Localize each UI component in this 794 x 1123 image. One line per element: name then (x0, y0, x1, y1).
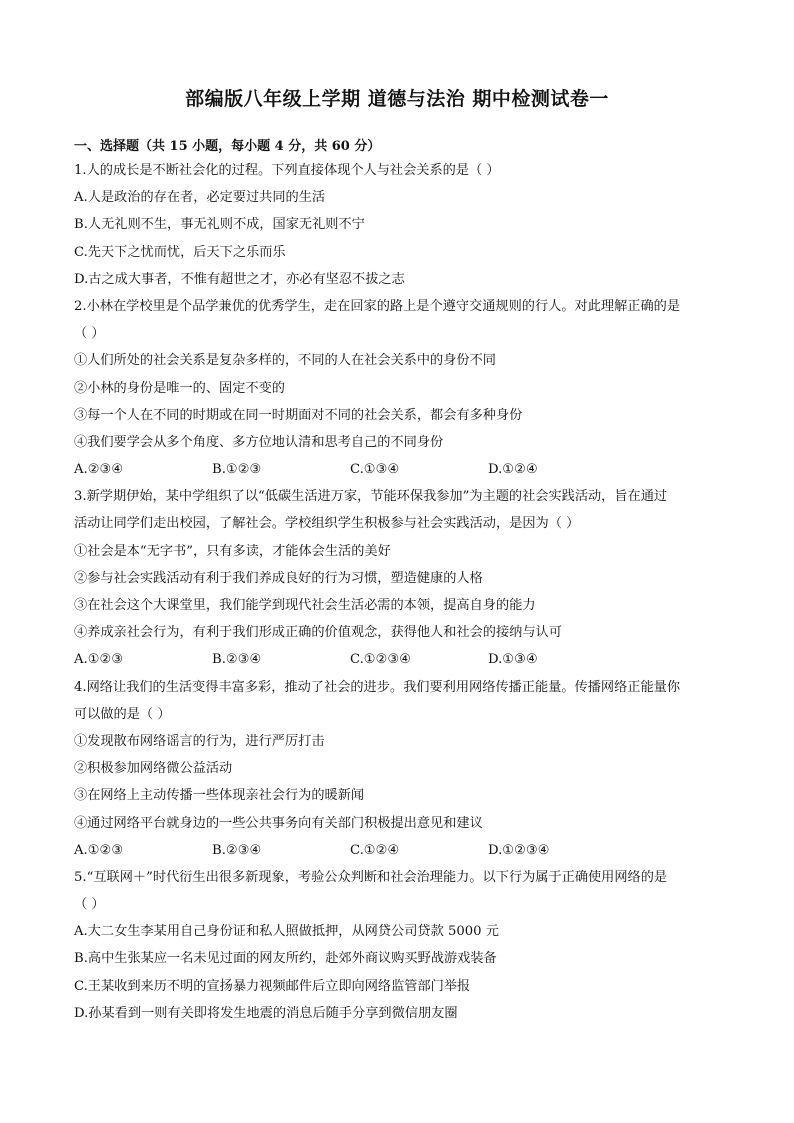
question-5 (74, 864, 724, 1027)
question-stem-continued: 可以做的是（ ） (74, 706, 171, 722)
statement-2: ②小林的身份是唯一的、固定不变的 (74, 380, 285, 396)
answer-choices (74, 837, 724, 864)
choice-c: C.①②④ (350, 842, 400, 858)
question-stem: 3.新学期伊始，某中学组织了以“低碳生活进万家，节能环保我参加”为主题的社会实践活动，旨在通过 (74, 489, 668, 505)
section-heading: 一、选择题（共 15 小题，每小题 4 分，共 60 分） (74, 139, 381, 154)
statement-4: ④我们要学会从多个角度、多方位地认清和思考自己的不同身份 (74, 434, 444, 450)
statement-4: ④养成亲社会行为，有利于我们形成正确的价值观念，获得他人和社会的接纳与认可 (74, 625, 562, 641)
answer-choices (74, 646, 724, 673)
choice-b: B.②③④ (212, 652, 262, 668)
option-c: C.王某收到来历不明的宣扬暴力视频邮件后立即向网络监管部门举报 (74, 978, 471, 994)
question-3 (74, 483, 724, 673)
question-4 (74, 674, 724, 864)
choice-d: D.①②③④ (488, 842, 550, 858)
statement-2: ②积极参加网络微公益活动 (74, 761, 233, 777)
option-b: B.高中生张某应一名未见过面的网友所约，赴郊外商议购买野战游戏装备 (74, 951, 497, 967)
question-2 (74, 293, 724, 483)
question-stem-continued: （ ） (74, 897, 105, 913)
statement-1: ①人们所处的社会关系是复杂多样的，不同的人在社会关系中的身份不同 (74, 353, 496, 369)
question-list (74, 157, 724, 1027)
statement-1: ①社会是本“无字书”，只有多读，才能体会生活的美好 (74, 543, 391, 559)
choice-a: A.①②③ (74, 652, 124, 668)
option-a: A.人是政治的存在者，必定要过共同的生活 (74, 190, 326, 206)
page-title: 部编版八年级上学期 道德与法治 期中检测试卷一 (185, 88, 609, 110)
question-1 (74, 157, 724, 293)
choice-d: D.①②④ (488, 462, 538, 478)
question-stem: 2.小林在学校里是个品学兼优的优秀学生，走在回家的路上是个遵守交通规则的行人。对此理解正确的是 (74, 298, 681, 314)
statement-3: ③每一个人在不同的时期或在同一时期面对不同的社会关系，都会有多种身份 (74, 407, 523, 423)
option-b: B.人无礼则不生，事无礼则不成，国家无礼则不宁 (74, 217, 365, 233)
choice-a: A.②③④ (74, 462, 124, 478)
question-stem-continued: 活动让同学们走出校园，了解社会。学校组织学生积极参与社会实践活动，是因为（ ） (74, 516, 580, 532)
statement-3: ③在社会这个大课堂里，我们能学到现代社会生活必需的本领，提高自身的能力 (74, 598, 536, 613)
question-stem: 1.人的成长是不断社会化的过程。下列直接体现个人与社会关系的是（ ） (74, 163, 500, 178)
answer-choices (74, 456, 724, 483)
question-stem: 5.“互联网＋”时代衍生出很多新现象，考验公众判断和社会治理能力。以下行为属于正确使用网络的是 (74, 869, 668, 885)
option-d: D.古之成大事者，不惟有超世之才，亦必有坚忍不拔之志 (74, 271, 405, 287)
choice-c: C.①③④ (350, 462, 400, 478)
choice-b: B.②③④ (212, 842, 262, 858)
statement-3: ③在网络上主动传播一些体现亲社会行为的暖新闻 (74, 788, 365, 804)
option-d: D.孙某看到一则有关即将发生地震的消息后随手分享到微信朋友圈 (74, 1005, 458, 1021)
choice-b: B.①②③ (212, 462, 262, 478)
statement-1: ①发现散布网络谣言的行为，进行严厉打击 (74, 733, 325, 749)
option-a: A.大二女生李某用自己身份证和私人照做抵押，从网贷公司贷款 5000 元 (74, 924, 499, 940)
option-c: C.先天下之忧而忧，后天下之乐而乐 (74, 244, 286, 260)
statement-2: ②参与社会实践活动有利于我们养成良好的行为习惯，塑造健康的人格 (74, 570, 483, 586)
choice-a: A.①②③ (74, 842, 124, 858)
question-stem: 4.网络让我们的生活变得丰富多彩，推动了社会的进步。我们要利用网络传播正能量。传播网络正能量你 (74, 679, 681, 695)
choice-c: C.①②③④ (350, 652, 412, 668)
question-stem-continued: （ ） (74, 326, 105, 342)
choice-d: D.①③④ (488, 652, 538, 668)
statement-4: ④通过网络平台就身边的一些公共事务向有关部门积极提出意见和建议 (74, 815, 483, 831)
